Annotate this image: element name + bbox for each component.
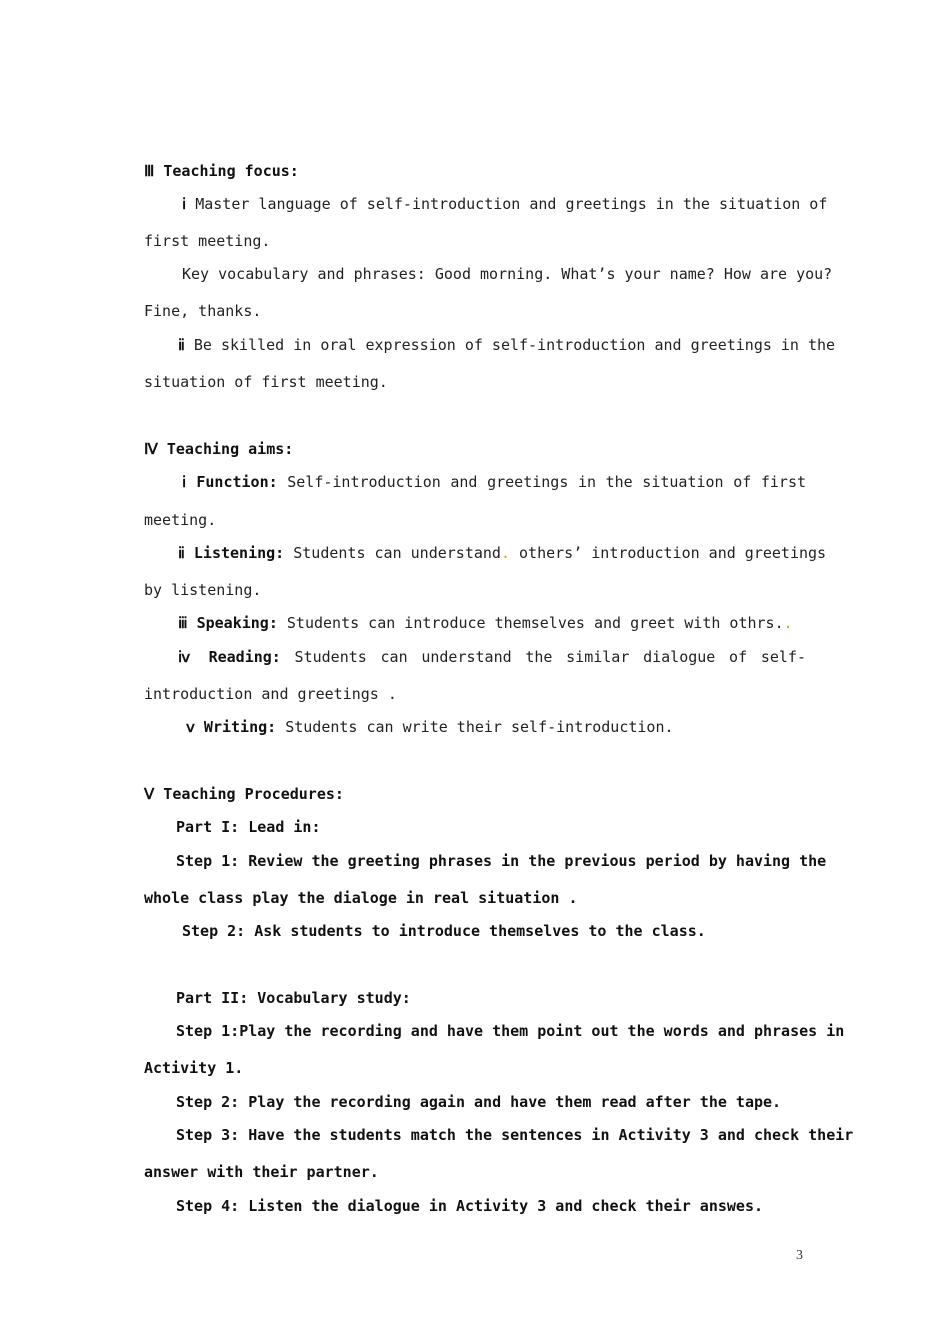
aims-listening-text-b: others’ introduction and greetings	[519, 544, 827, 562]
aims-item-v	[186, 717, 806, 737]
aims-listening-label: Listening:	[193, 544, 285, 562]
aims-speaking-label: Speaking:	[196, 614, 278, 632]
aims-item-i-number: ⅰ	[182, 473, 187, 491]
part-2-step-1-line1: Step 1:Play the recording and have them point out the words and phrases in	[176, 1022, 845, 1040]
teaching-procedures-heading: Ⅴ Teaching Procedures:	[144, 785, 344, 803]
focus-item-i-number: ⅰ	[182, 195, 187, 213]
aims-item-i-line1	[182, 472, 806, 492]
aims-item-iii-number: ⅲ	[178, 614, 188, 632]
focus-item-ii-number: ⅱ	[178, 336, 185, 354]
part-2-step-4: Step 4: Listen the dialogue in Activity 3 and check their answes.	[176, 1197, 763, 1215]
focus-item-i-text: Master language of self-introduction and greetings in the situation of	[195, 195, 828, 213]
part-2-step-3-line2: answer with their partner.	[144, 1163, 379, 1181]
part-2-step-2: Step 2: Play the recording again and have them read after the tape.	[176, 1093, 782, 1111]
aims-item-v-number: ⅴ	[186, 718, 195, 736]
part-2-step-3-line1: Step 3: Have the students match the sentences in Activity 3 and check their	[176, 1126, 854, 1144]
aims-item-ii-line2: by listening.	[144, 581, 262, 599]
aims-item-iv-line2: introduction and greetings .	[144, 685, 397, 703]
aims-writing-label: Writing:	[203, 718, 277, 736]
teaching-aims-heading: Ⅳ Teaching aims:	[144, 440, 294, 458]
aims-item-iii: ⅲ Speaking: Students can introduce themselves and greet with othrs..	[178, 614, 793, 632]
aims-writing-text: Students can write their self-introduction.	[285, 718, 674, 736]
focus-item-ii-text: Be skilled in oral expression of self-introduction and greetings in the	[193, 336, 836, 354]
part-1-step-1-line2: whole class play the dialoge in real situation .	[144, 889, 578, 907]
aims-item-iv-number: ⅳ	[178, 648, 195, 666]
teaching-focus-heading: Ⅲ Teaching focus:	[144, 162, 299, 180]
part-1-heading: Part I: Lead in:	[176, 818, 321, 836]
page-number: 3	[796, 1248, 803, 1263]
focus-item-i-line2: first meeting.	[144, 232, 271, 250]
part-1-step-1-line1: Step 1: Review the greeting phrases in the previous period by having the	[176, 852, 827, 870]
aims-item-ii-number: ⅱ	[178, 544, 185, 562]
focus-key-vocab-line1: Key vocabulary and phrases: Good morning. What’s your name? How are you?	[182, 265, 833, 283]
part-2-step-1-line2: Activity 1.	[144, 1059, 244, 1077]
focus-item-i-line1	[182, 194, 828, 214]
aims-item-i-line2: meeting.	[144, 511, 217, 529]
part-1-step-2: Step 2: Ask students to introduce themselves to the class.	[182, 922, 706, 940]
aims-speaking-text: Students can introduce themselves and greet with othrs.	[286, 614, 784, 632]
aims-item-iv-line1	[178, 647, 806, 667]
focus-item-ii-line2: situation of first meeting.	[144, 373, 388, 391]
focus-key-vocab-line2: Fine, thanks.	[144, 302, 262, 320]
aims-reading-label: Reading:	[208, 648, 281, 666]
aims-function-label: Function:	[196, 473, 278, 491]
focus-item-ii-line1	[178, 335, 836, 355]
aims-function-text: Self-introduction and greetings in the situation of first	[287, 473, 807, 491]
aims-reading-text: Students can understand the similar dialogue of self-	[294, 648, 806, 666]
part-2-heading: Part II: Vocabulary study:	[176, 989, 411, 1007]
aims-listening-text-a: Students can understand	[293, 544, 501, 562]
aims-item-ii-line1: ⅱ Listening: Students can understand. others’ introduction and greetings	[178, 544, 827, 562]
